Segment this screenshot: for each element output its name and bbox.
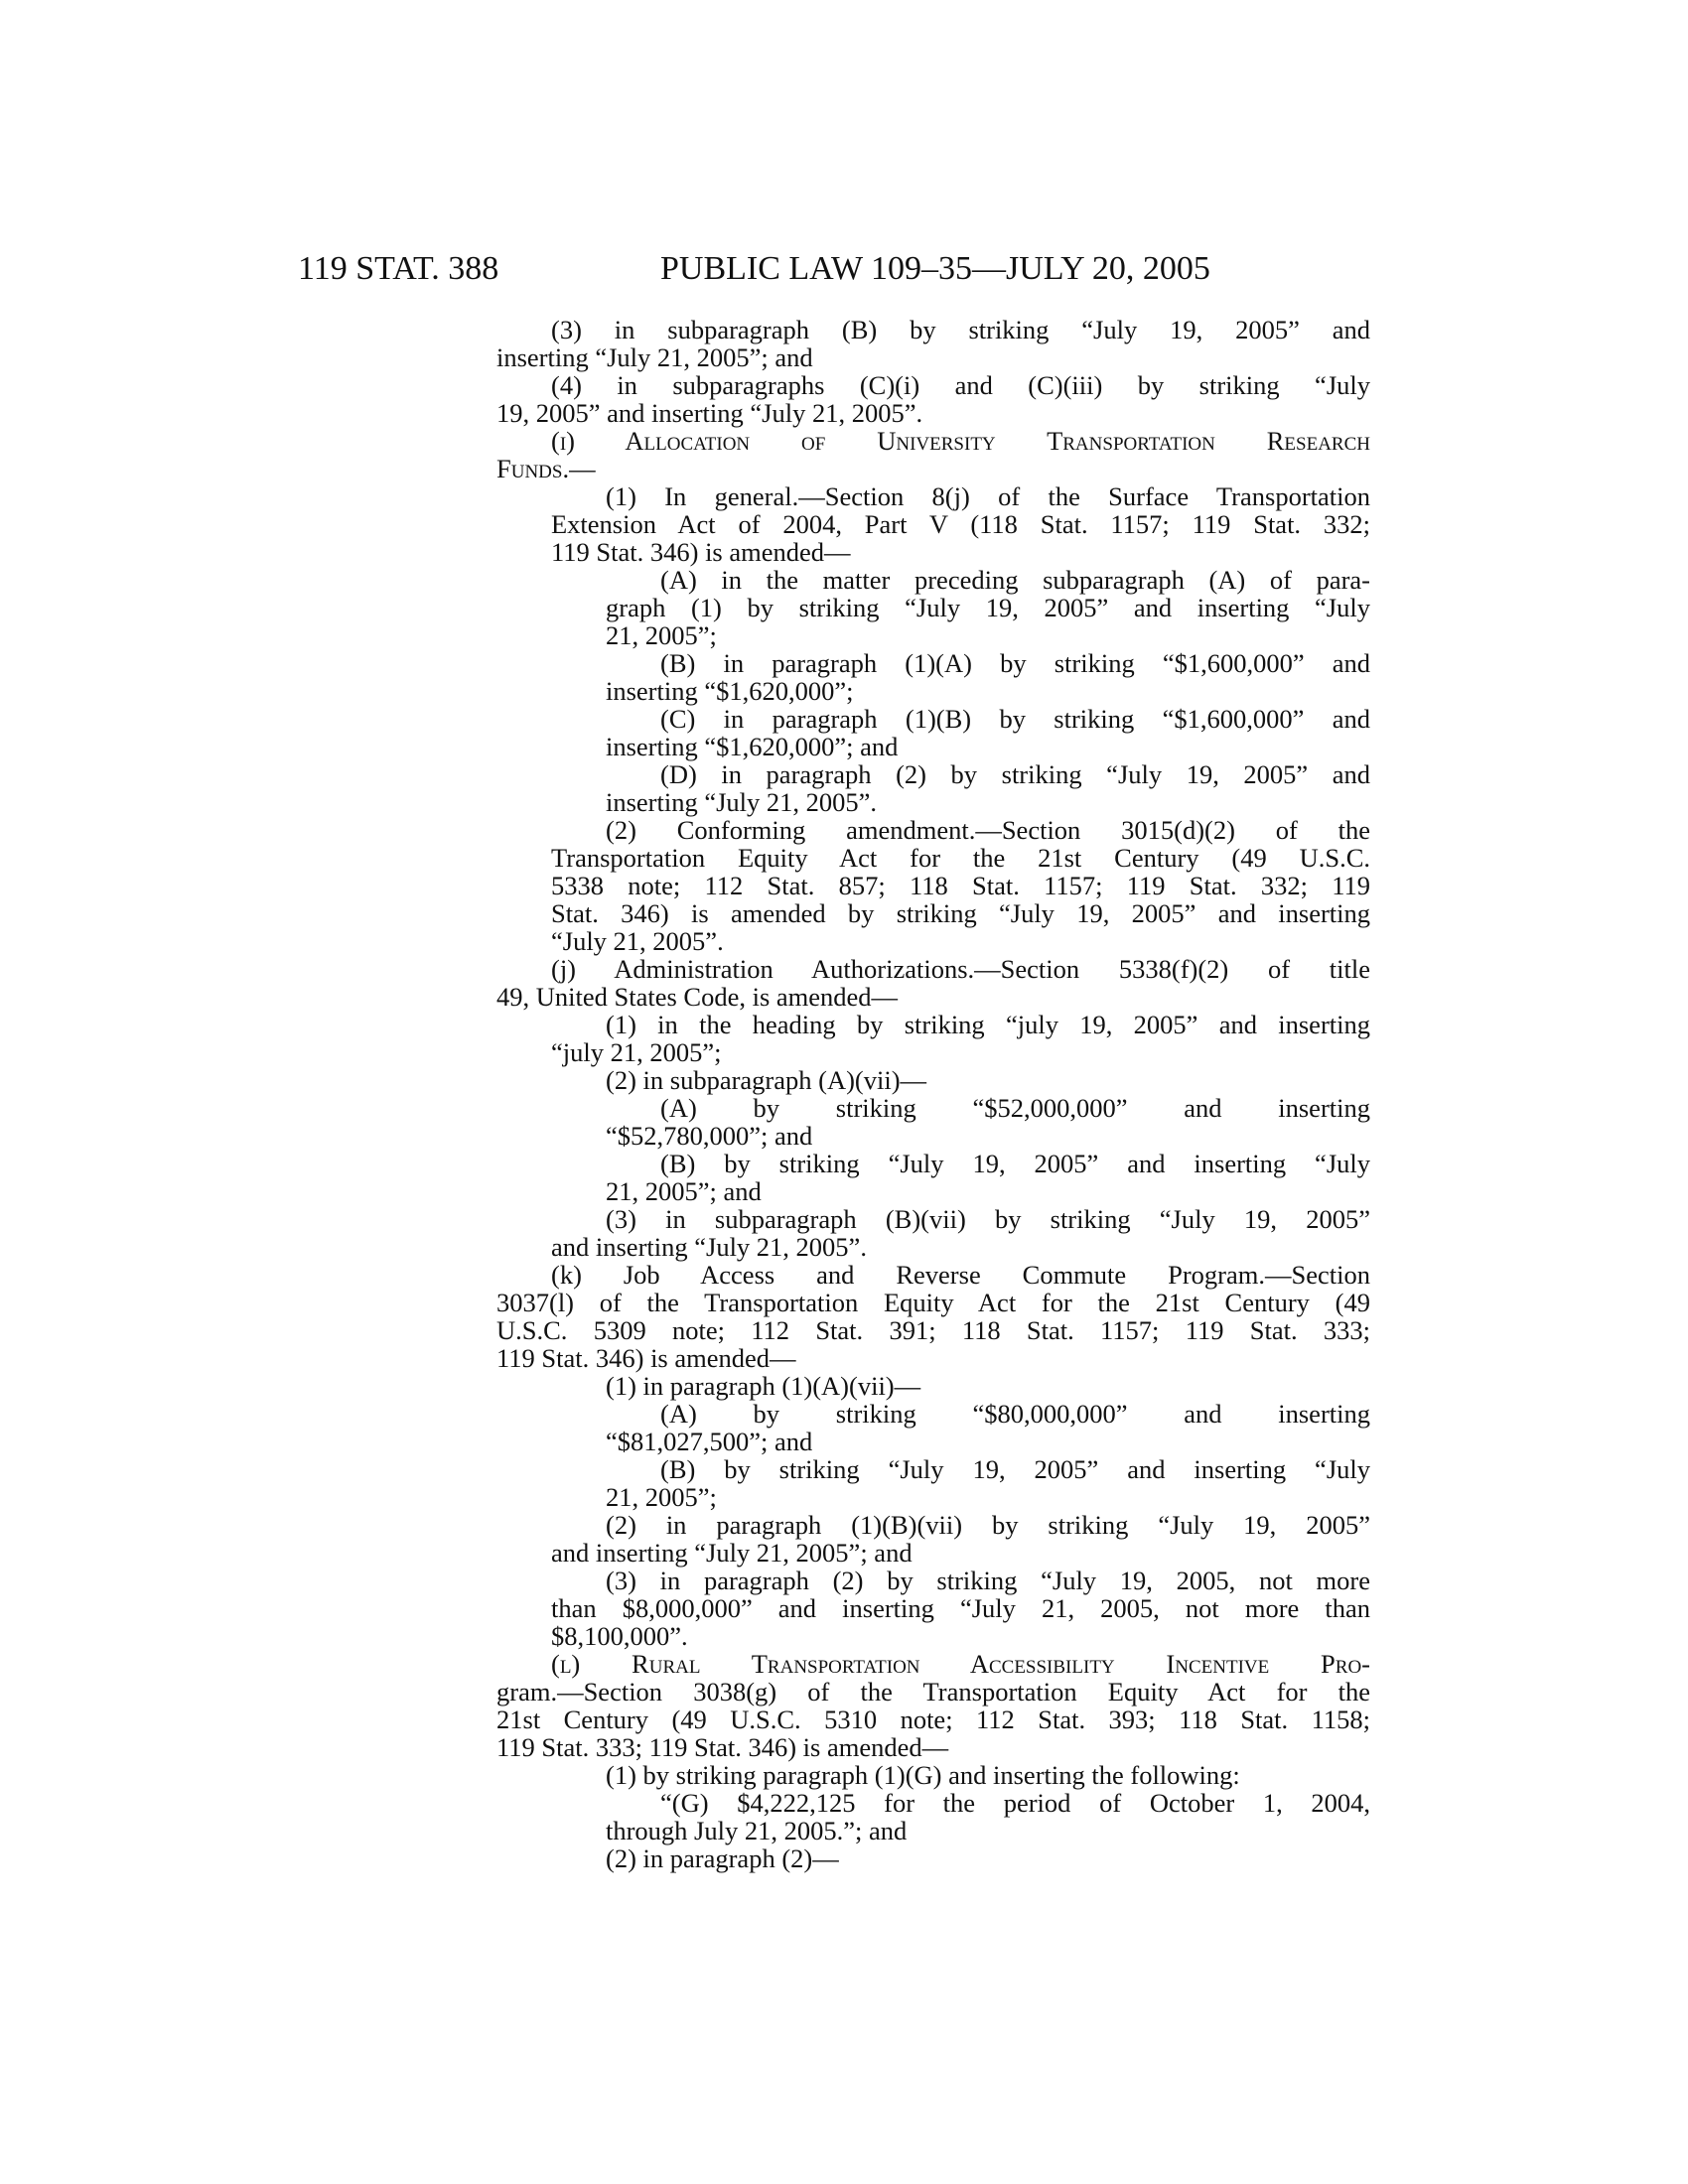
text-line: U.S.C. 5309 note; 112 Stat. 391; 118 Stat. 1157; 119 Stat. 333; — [496, 1315, 1370, 1345]
text-line: inserting “July 21, 2005”; and — [496, 342, 813, 372]
text-line: (C) in paragraph (1)(B) by striking “$1,600,000” and — [660, 704, 1370, 734]
text-line: through July 21, 2005.”; and — [606, 1816, 908, 1845]
text-line: “July 21, 2005”. — [551, 926, 724, 956]
text-line: (3) in subparagraph (B)(vii) by striking “July 19, 2005” — [606, 1204, 1370, 1234]
text-line: Transportation Equity Act for the 21st Century (49 U.S.C. — [551, 843, 1370, 873]
text-line: (3) in paragraph (2) by striking “July 19, 2005, not more — [606, 1566, 1370, 1595]
statute-page-reference: 119 STAT. 388 — [298, 250, 499, 287]
text-line: (3) in subparagraph (B) by striking “July 19, 2005” and — [551, 315, 1370, 344]
page-header — [298, 250, 1370, 290]
text-line: (2) in paragraph (1)(B)(vii) by striking “July 19, 2005” — [606, 1510, 1370, 1540]
text-line: (1) in paragraph (1)(A)(vii)— — [606, 1371, 921, 1401]
text-line: and inserting “July 21, 2005”. — [551, 1232, 867, 1262]
text-line: $8,100,000”. — [551, 1621, 688, 1651]
text-line: 21st Century (49 U.S.C. 5310 note; 112 Stat. 393; 118 Stat. 1158; — [496, 1705, 1370, 1734]
text-line: (2) in subparagraph (A)(vii)— — [606, 1065, 927, 1095]
text-line: 21, 2005”; — [606, 1482, 717, 1512]
subsection-heading-line: (i) Allocation of University Transportation Research — [551, 426, 1370, 456]
statute-body-text — [496, 316, 1370, 1872]
text-line: (B) by striking “July 19, 2005” and inserting “July — [660, 1149, 1370, 1178]
public-law-title: PUBLIC LAW 109–35—JULY 20, 2005 — [660, 250, 1210, 287]
text-line: Stat. 346) is amended by striking “July 19, 2005” and inserting — [551, 898, 1370, 928]
text-line: “$52,780,000”; and — [606, 1121, 813, 1151]
text-line: inserting “$1,620,000”; and — [606, 732, 899, 761]
subsection-heading-line: Funds.— — [496, 454, 596, 483]
text-line: (2) Conforming amendment.—Section 3015(d)(2) of the — [606, 815, 1370, 845]
text-line: (k) Job Access and Reverse Commute Program.—Section — [551, 1260, 1370, 1290]
text-line: and inserting “July 21, 2005”; and — [551, 1538, 913, 1568]
text-line: 119 Stat. 346) is amended— — [496, 1343, 796, 1373]
text-line: 21, 2005”; and — [606, 1176, 762, 1206]
text-line: (D) in paragraph (2) by striking “July 19, 2005” and — [660, 759, 1370, 789]
text-line: gram.—Section 3038(g) of the Transportation Equity Act for the — [496, 1677, 1370, 1706]
text-line: (A) by striking “$52,000,000” and inserting — [660, 1093, 1370, 1123]
text-line: (1) In general.—Section 8(j) of the Surface Transportation — [606, 481, 1370, 511]
text-line: (1) in the heading by striking “july 19, 2005” and inserting — [606, 1010, 1370, 1039]
text-line: (4) in subparagraphs (C)(i) and (C)(iii) by striking “July — [551, 370, 1370, 400]
text-line: (1) by striking paragraph (1)(G) and inserting the following: — [606, 1760, 1240, 1790]
subsection-heading-line: (l) Rural Transportation Accessibility Incentive Pro- — [551, 1649, 1370, 1679]
text-line: 21, 2005”; — [606, 620, 717, 650]
text-line: than $8,000,000” and inserting “July 21, 2005, not more than — [551, 1593, 1370, 1623]
text-line: 119 Stat. 346) is amended— — [551, 537, 851, 567]
text-line: (A) by striking “$80,000,000” and inserting — [660, 1399, 1370, 1429]
text-line: (j) Administration Authorizations.—Section 5338(f)(2) of title — [551, 954, 1370, 984]
text-line: “$81,027,500”; and — [606, 1427, 813, 1456]
text-line: (B) by striking “July 19, 2005” and inserting “July — [660, 1454, 1370, 1484]
text-line: 19, 2005” and inserting “July 21, 2005”. — [496, 398, 923, 428]
text-line: 5338 note; 112 Stat. 857; 118 Stat. 1157; 119 Stat. 332; 119 — [551, 871, 1370, 900]
text-line: (A) in the matter preceding subparagraph (A) of para- — [660, 565, 1370, 595]
text-line: “(G) $4,222,125 for the period of October 1, 2004, — [660, 1788, 1370, 1818]
text-line: 119 Stat. 333; 119 Stat. 346) is amended— — [496, 1732, 949, 1762]
text-line: “july 21, 2005”; — [551, 1037, 722, 1067]
text-line: graph (1) by striking “July 19, 2005” and inserting “July — [606, 593, 1370, 622]
text-line: (2) in paragraph (2)— — [606, 1843, 839, 1873]
text-line: 3037(l) of the Transportation Equity Act for the 21st Century (49 — [496, 1288, 1370, 1317]
text-line: (B) in paragraph (1)(A) by striking “$1,600,000” and — [660, 648, 1370, 678]
text-line: inserting “$1,620,000”; — [606, 676, 854, 706]
text-line: 49, United States Code, is amended— — [496, 982, 899, 1012]
text-line: Extension Act of 2004, Part V (118 Stat. 1157; 119 Stat. 332; — [551, 509, 1370, 539]
text-line: inserting “July 21, 2005”. — [606, 787, 878, 817]
